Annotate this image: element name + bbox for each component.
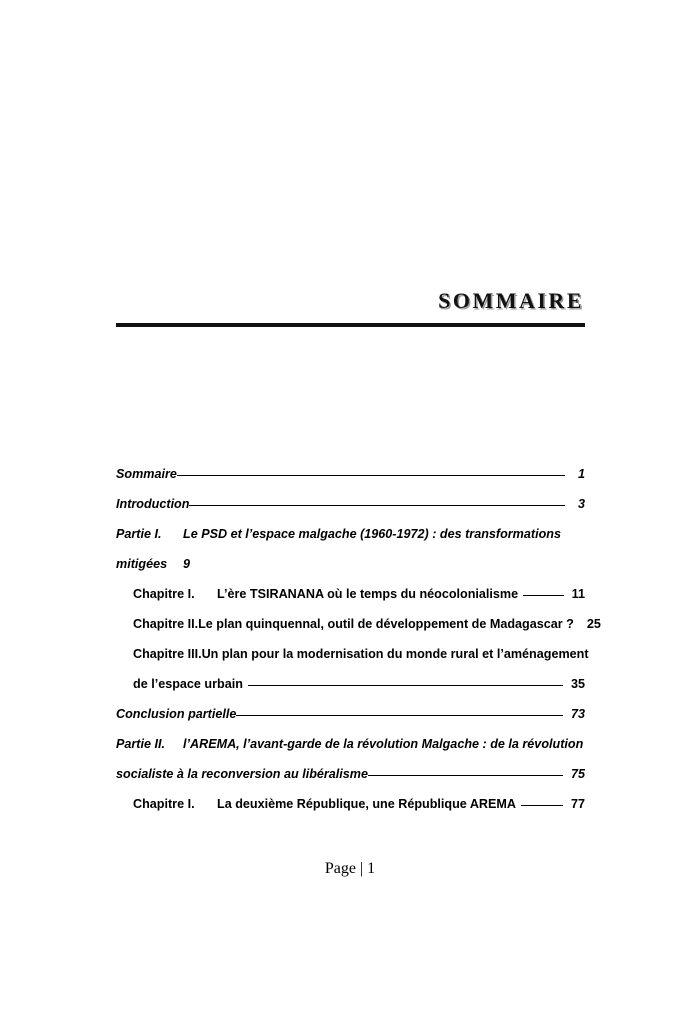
toc-entry-introduction[interactable] [116, 489, 585, 519]
leader [368, 775, 563, 776]
toc-page: 11 [571, 587, 585, 601]
toc-entry-partie-1[interactable] [116, 519, 585, 549]
title-rule [116, 323, 585, 327]
toc-label: L’ère TSIRANANA où le temps du néocolonialisme [217, 587, 519, 601]
toc-entry-partie-2-cont[interactable] [116, 759, 585, 789]
toc-page: 1 [577, 467, 585, 481]
toc-page: 3 [577, 497, 585, 511]
toc-label: Conclusion partielle [116, 707, 237, 721]
toc-label: de l’espace urbain [133, 677, 243, 691]
toc-label: Un plan pour la modernisation du monde rural et l’aménagement [201, 647, 589, 661]
leader [521, 805, 563, 806]
toc-entry-sommaire[interactable] [116, 459, 585, 489]
leader [523, 595, 564, 596]
toc-prefix: Chapitre III. [133, 647, 202, 661]
toc-prefix: Partie I. [116, 527, 162, 541]
toc-prefix: Chapitre I. [133, 587, 195, 601]
leader [177, 475, 565, 476]
toc-entry-conclusion-partielle[interactable] [116, 699, 585, 729]
toc-entry-chapitre-1[interactable] [116, 579, 585, 609]
toc-page: 9 [183, 557, 191, 571]
page-number: Page | 1 [324, 860, 376, 877]
toc-label: Sommaire [116, 467, 177, 481]
toc-prefix: Chapitre II. [133, 617, 199, 631]
leader [189, 505, 565, 506]
leader [236, 715, 563, 716]
toc-label: La deuxième République, une République AREMA [217, 797, 517, 811]
toc-page: 75 [570, 767, 585, 781]
toc-label: socialiste à la reconversion au libéralisme [116, 767, 368, 781]
toc-entry-partie-2-chapitre-1[interactable] [116, 789, 585, 819]
page-title: SOMMAIRE [438, 288, 584, 313]
table-of-contents [116, 459, 601, 819]
toc-page: 77 [570, 797, 585, 811]
toc-label: l’AREMA, l’avant-garde de la révolution Malgache : de la révolution [183, 737, 584, 751]
toc-entry-partie-1-cont[interactable] [116, 549, 585, 579]
toc-entry-chapitre-3-cont[interactable] [116, 669, 585, 699]
toc-label: Le PSD et l’espace malgache (1960-1972) : des transformations [183, 527, 561, 541]
toc-entry-chapitre-3[interactable] [116, 639, 589, 669]
toc-page: 25 [586, 617, 601, 631]
toc-label: mitigées [116, 557, 168, 571]
toc-label: Le plan quinquennal, outil de développement de Madagascar ? [198, 617, 574, 631]
toc-entry-partie-2[interactable] [116, 729, 585, 759]
toc-label: Introduction [116, 497, 190, 511]
leader [248, 685, 563, 686]
toc-prefix: Chapitre I. [133, 797, 195, 811]
toc-entry-chapitre-2[interactable] [116, 609, 601, 639]
toc-page: 73 [570, 707, 585, 721]
toc-prefix: Partie II. [116, 737, 165, 751]
toc-page: 35 [570, 677, 585, 691]
